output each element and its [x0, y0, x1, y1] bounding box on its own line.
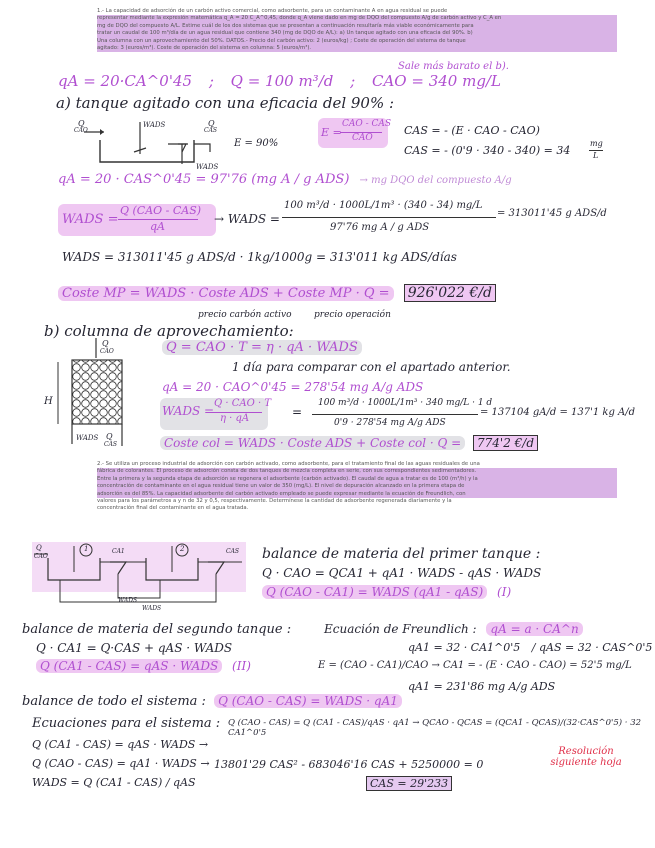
col-label-wads: WADS [76, 434, 99, 442]
problem1-line: 1.- La capacidad de adsorción de un carbón activo comercial, como adsorbente, para un contaminante A en agua residual se puede [97, 8, 448, 14]
problem2-line: 2.- Se utiliza un proceso industrial de adsorción con carbón activado, como adsorbente, para el tratamiento final de las aguas residuales de una [97, 461, 480, 467]
problem2-line: fábrica de colorantes. El proceso de adsorción consta de dos tanques de mezcla completa en serie, con sus correspondientes sedimentadores. [97, 468, 617, 475]
bal1-title: balance de materia del primer tanque : [262, 546, 541, 562]
freund-1: qA1 = 32 · CA1^0'5 [408, 641, 521, 654]
wads-conv: WADS = 313011'45 g ADS/d · 1kg/1000g = 313'011 kg ADS/días [62, 250, 457, 264]
problem1-line: Una columna con un aprovechamiento del 50%. DATOS.- Precio del carbón activo: 2 (euros/kg) ; Coste de operación del sistema de tanque [97, 38, 617, 45]
problem2-line: adsorción es del 85%. La capacidad adsorbente del carbón activado empleado se puede expresar mediante la ecuación de Freundlich, con [97, 491, 617, 498]
col-wads-result: = 137104 gA/d = 137'1 kg A/d [480, 407, 636, 418]
freund-2: / qAS = 32 · CAS^0'5 [531, 641, 653, 654]
problem2-statement [97, 461, 617, 513]
t-label-1: 1 [84, 545, 89, 553]
col-label-q: Q [102, 339, 109, 348]
wads-formula-a [58, 204, 216, 236]
cost-a-result: 926'022 €/d [404, 284, 496, 302]
freund-line [324, 622, 583, 636]
col-label-h: H [44, 396, 53, 407]
tank-a-label-q-out: Q [208, 119, 215, 128]
cost-a-line [58, 285, 496, 301]
problem1-line: representar mediante la expresión matemática q_A = 20 C_A^0,45, donde q_A viene dado en mg de DQO del compuesto A/g de carbón activo y C_A en [97, 15, 617, 22]
col-qa: qA = 20 · CAO^0'45 = 278'54 mg A/g ADS [162, 380, 424, 394]
bal2-eq: Q · CA1 = Q·CAS + qAS · WADS [36, 641, 233, 655]
given-qa: qA = 20·CA^0'45 [58, 72, 193, 90]
cost-a-note-2: precio operación [314, 310, 391, 320]
bal3-title: balance de todo el sistema : [22, 694, 206, 709]
wads-result-a: = 313011'45 g ADS/d [497, 208, 607, 219]
eff-num: CAO - CAS [342, 119, 392, 129]
problem1-line: agitado: 3 (euros/m³). Coste de operación del sistema en columna: 5 (euros/m³). [97, 45, 617, 52]
t-label-ca1: CA1 [112, 548, 125, 555]
bal1-eq2: Q (CAO - CA1) = WADS (qA1 - qAS) [262, 585, 487, 599]
given-data: qA = 20·CA^0'45 ; Q = 100 m³/d ; CAO = 340 mg/L [58, 72, 501, 90]
col-wads-num: Q · CAO · T [214, 398, 272, 409]
efficiency-value: E = 90% [234, 138, 279, 149]
qa-line: qA = 20 · CAS^0'45 = 97'76 (mg A / g ADS) [58, 172, 350, 187]
bal1-tag: (I) [497, 585, 512, 599]
problem1-line: tratar un caudal de 100 m³/día de un agua residual que contiene 340 (mg de DQO de A/L): a) Un tanque agitado con una eficacia del 90%. b) [97, 30, 617, 37]
bal3-line [22, 694, 402, 709]
bal2-eq2-line [36, 659, 251, 673]
wads-eq2-den: 97'76 mg A / g ADS [330, 222, 430, 233]
tank-a-label-wads: WADS [143, 121, 166, 129]
problem2-line: Entre la primera y la segunda etapa de adsorción se regenera el adsorbente (carbón activado). El caudal de agua a tratar es de 100 (m³/h) y la [97, 476, 617, 483]
tank-a-label-wads-out: WADS [196, 163, 219, 171]
t-label-q: Q [36, 544, 42, 552]
given-q: Q = 100 m³/d [230, 72, 334, 90]
freund-rows [408, 641, 652, 654]
problem2-line: concentración de contaminante en el agua residual tiene un valor de 350 (mg/L). El nivel de depuración alcanzado en la primera etapa de [97, 483, 617, 490]
freund-title: Ecuación de Freundlich : [324, 622, 477, 636]
tank-a-label-cao: CAO [74, 127, 88, 134]
tank-a-label-q: Q [78, 119, 85, 128]
cas-unit-num: mg [590, 139, 603, 148]
t-label-cas: CAS [226, 548, 240, 555]
two-tank-diagram [30, 540, 250, 612]
bal2-title: balance de materia del segundo tanque : [22, 622, 292, 637]
bal2-tag: (II) [232, 659, 251, 673]
col-wads-eq-den: 0'9 · 278'54 mg A/g ADS [334, 418, 446, 428]
result-note: Sale más barato el b). [398, 61, 509, 72]
col-wads-den: η · qA [220, 413, 250, 424]
wads-lhs: WADS = [62, 212, 119, 227]
freund-eq: qA = a · CA^n [486, 622, 582, 636]
bal1-eq2-line [262, 585, 511, 599]
problem1-statement [97, 8, 617, 52]
col-cost-formula: Coste col = WADS · Coste ADS + Coste col · Q = [160, 436, 465, 450]
sys-eq1: Q (CA1 - CAS) = qAS · WADS → [32, 738, 209, 751]
cas-unit-den: L [593, 151, 599, 160]
poly-eq: 13801'29 CAS² - 683046'16 CAS + 5250000 = 0 [214, 758, 484, 771]
wads-num: Q (CAO - CAS) [120, 204, 202, 217]
col-wads-eq-num: 100 m³/d · 1000L/1m³ · 340 mg/L · 1 d [318, 398, 493, 408]
wads-eq2-lhs: → WADS = [214, 212, 280, 226]
t-label-cao: CAO [34, 553, 48, 560]
part-a-title: a) tanque agitado con una eficacia del 90% : [56, 94, 395, 112]
col-cost-line [160, 436, 538, 450]
col-wads-lhs: WADS = [162, 404, 215, 418]
wads-eq2-num: 100 m³/d · 1000L/1m³ · (340 - 34) mg/L [284, 200, 483, 211]
tank-a-label-cas: CAS [204, 127, 218, 134]
wads-den: qA [150, 220, 165, 233]
eff-lhs: E = [321, 126, 342, 139]
cas-result: CAS = 29'233 [366, 776, 452, 791]
problem2-line: concentración final del contaminante en el agua tratada. [97, 505, 249, 512]
sys-eq2: Q (CAO - CAS) = qA1 · WADS → [32, 757, 210, 770]
sys-eq3: WADS = Q (CA1 - CAS) / qAS [32, 776, 196, 789]
red-note: Resolución siguiente hoja [550, 746, 622, 768]
part-b-title: b) columna de aprovechamiento: [44, 322, 294, 340]
col-label-cao: CAO [100, 348, 114, 355]
col-label-q-out: Q [106, 432, 113, 441]
given-cao: CAO = 340 mg/L [371, 72, 501, 90]
col-eq1: Q = CAO · T = η · qA · WADS [162, 340, 362, 355]
t-label-2: 2 [180, 545, 185, 553]
cost-a-note-1: precio carbón activo [198, 310, 292, 320]
cost-a-formula: Coste MP = WADS · Coste ADS + Coste MP · Q = [58, 286, 394, 301]
cas-eq-2: CAS = - (0'9 · 340 - 340) = 34 [404, 144, 571, 157]
eff-den: CAO [352, 133, 373, 143]
bal2-eq2: Q (CA1 - CAS) = qAS · WADS [36, 659, 222, 673]
t-label-wads: WADS [118, 597, 138, 604]
problem1-line: mg de DQO del compuesto A/L. Estime cuál de los dos sistemas que se presentan a continuación resultaría más viable económicamente para [97, 23, 617, 30]
bal1-eq: Q · CAO = QCA1 + qA1 · WADS - qAS · WADS [262, 566, 542, 580]
bal3-eq: Q (CAO - CAS) = WADS · qA1 [214, 694, 402, 708]
qa-eq-a [58, 172, 512, 187]
col-cost-result: 774'2 €/d [473, 435, 538, 451]
efficiency-formula [318, 118, 392, 148]
eff2: E = (CAO - CA1)/CAO → CA1 = - (E · CAO - CAO) = 52'5 mg/L [318, 660, 632, 671]
combined-eq: Q (CAO - CAS) = Q (CA1 - CAS)/qAS · qA1 → QCAO - QCAS = (QCA1 - QCAS)/(32·CAS^0'5) · 32 CA1^0'5 [228, 718, 642, 738]
col-label-cas: CAS [104, 441, 118, 448]
qa-note: → mg DQO del compuesto A/g [359, 175, 512, 186]
col-eq1-note: 1 día para comparar con el apartado anterior. [232, 360, 511, 374]
problem2-line: valores para los parámetros a y n de 32 y 0,5, respectivamente. Determínese la cantidad de adsorbente regenerada diariamente y la [97, 498, 452, 505]
qa1: qA1 = 231'86 mg A/g ADS [408, 680, 556, 693]
sys-title: Ecuaciones para el sistema : [32, 716, 221, 731]
col-wads-formula [160, 398, 272, 430]
t-label-wads2: WADS [142, 605, 162, 612]
cas-eq-1: CAS = - (E · CAO - CAO) [404, 124, 540, 137]
